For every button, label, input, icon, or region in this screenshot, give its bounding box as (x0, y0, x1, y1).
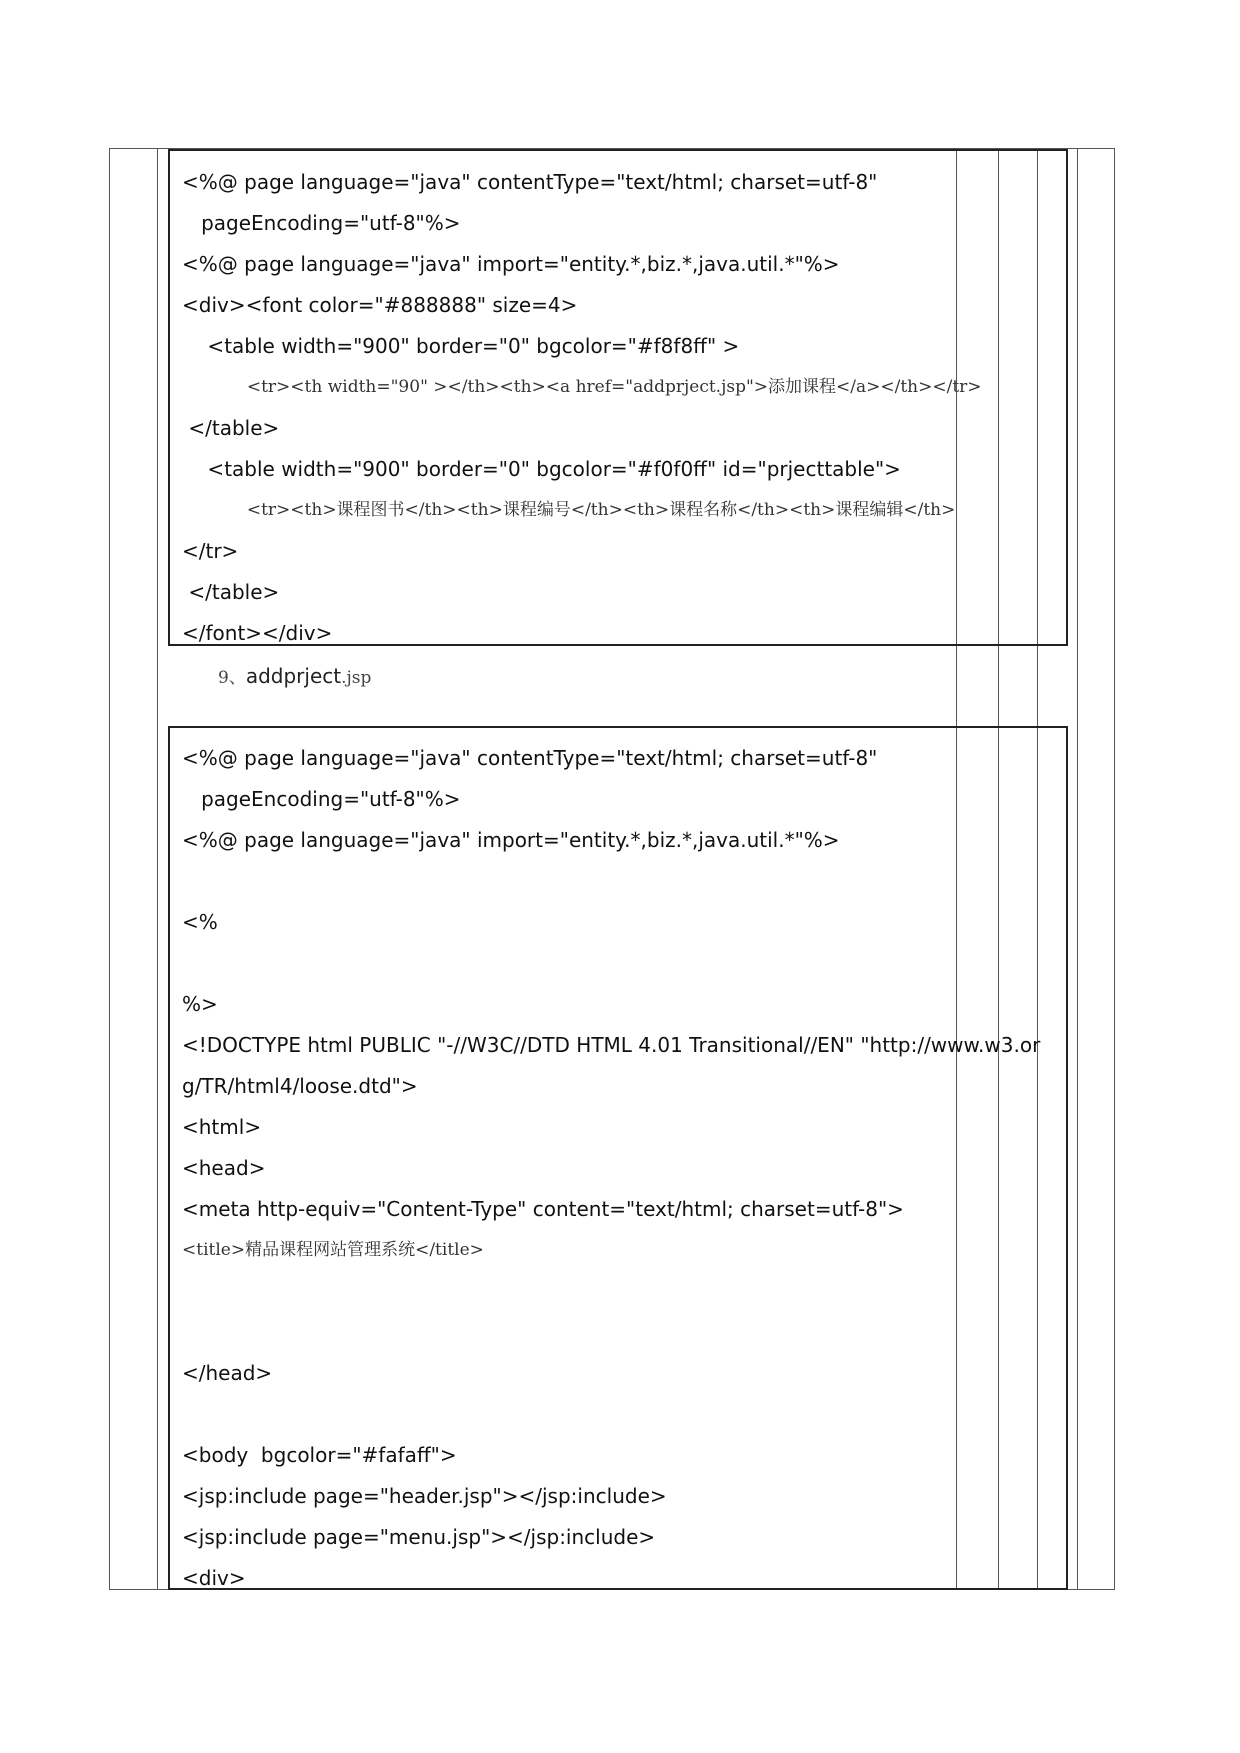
frame-rule (1077, 148, 1078, 1590)
code-line: </table> (182, 416, 280, 440)
code-line: <table width="900" border="0" bgcolor="#f0f0ff" id="prjecttable"> (182, 457, 901, 481)
code-line: <table width="900" border="0" bgcolor="#f8f8ff" > (182, 334, 740, 358)
code-line: <div><font color="#888888" size=4> (182, 293, 578, 317)
code-listing-1 (168, 149, 1068, 646)
code-line: <jsp:include page="menu.jsp"></jsp:include> (182, 1525, 656, 1549)
code-line: <%@ page language="java" contentType="text/html; charset=utf-8" (182, 746, 878, 770)
code-line: <title>精品课程网站管理系统</title> (182, 1240, 484, 1260)
code-line: <jsp:include page="header.jsp"></jsp:include> (182, 1484, 667, 1508)
code-line: <head> (182, 1156, 266, 1180)
section-heading (218, 664, 371, 690)
code-line: </tr> (182, 539, 239, 563)
code-line: <!DOCTYPE html PUBLIC "-//W3C//DTD HTML 4.01 Transitional//EN" "http://www.w3.or (182, 1033, 1041, 1057)
section-file-ext: .jsp (341, 668, 372, 688)
code-line: <div> (182, 1566, 246, 1590)
code-line: pageEncoding="utf-8"%> (182, 787, 461, 811)
code-line: <%@ page language="java" import="entity.*,biz.*,java.util.*"%> (182, 252, 840, 276)
code-line: <tr><th width="90" ></th><th><a href="addprject.jsp">添加课程</a></th></tr> (182, 377, 982, 397)
section-file-name: addprject (245, 664, 342, 688)
code-line: <%@ page language="java" import="entity.*,biz.*,java.util.*"%> (182, 828, 840, 852)
frame-rule (157, 148, 158, 1590)
code-listing-2 (168, 726, 1068, 1590)
code-line: </table> (182, 580, 280, 604)
code-line: <body bgcolor="#fafaff"> (182, 1443, 457, 1467)
code-line: <tr><th>课程图书</th><th>课程编号</th><th>课程名称</th><th>课程编辑</th> (182, 500, 956, 520)
code-line: </head> (182, 1361, 273, 1385)
code-line: %> (182, 992, 218, 1016)
code-line: g/TR/html4/loose.dtd"> (182, 1074, 418, 1098)
section-number: 9、 (218, 668, 246, 688)
code-line: <%@ page language="java" contentType="text/html; charset=utf-8" (182, 170, 878, 194)
code-line: <html> (182, 1115, 262, 1139)
code-line: <% (182, 910, 218, 934)
code-line: <meta http-equiv="Content-Type" content="text/html; charset=utf-8"> (182, 1197, 904, 1221)
code-line: pageEncoding="utf-8"%> (182, 211, 461, 235)
code-line: </font></div> (182, 621, 333, 645)
